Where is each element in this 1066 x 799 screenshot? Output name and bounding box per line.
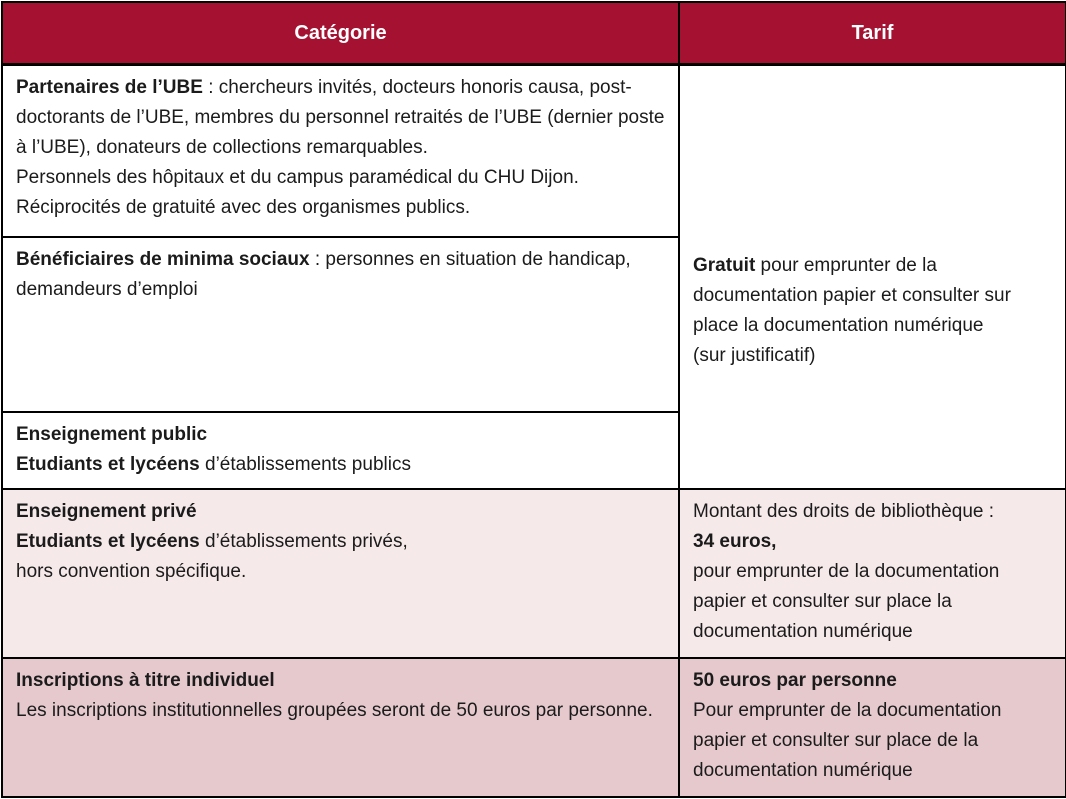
header-cell-tarif: Tarif <box>679 2 1066 64</box>
table-header-row <box>2 2 1066 64</box>
cell-tarif-gratuit: Gratuit pour emprunter de la documentation papier et consulter sur place la documentation numérique (sur justificatif) <box>679 64 1066 489</box>
row-enseignement-prive <box>2 489 1066 659</box>
cell-tarif-50-euros: 50 euros par personne Pour emprunter de la documentation papier et consulter sur place de la documentation numérique <box>679 658 1066 797</box>
cell-inscriptions-individuelles-category: Inscriptions à titre individuel Les inscriptions institutionnelles groupées seront de 50 euros par personne. <box>2 658 679 797</box>
cell-beneficiaires-category: Bénéficiaires de minima sociaux : personnes en situation de handicap, demandeurs d’emploi <box>2 237 679 413</box>
row-inscriptions-individuelles <box>2 658 1066 797</box>
cell-enseignement-public-category: Enseignement public Etudiants et lycéens d’établissements publics <box>2 412 679 488</box>
cell-tarif-34-euros: Montant des droits de bibliothèque : 34 euros, pour emprunter de la documentation papier et consulter sur place la documentation numérique <box>679 489 1066 659</box>
row-partenaires <box>2 64 1066 237</box>
cell-partenaires-category: Partenaires de l’UBE : chercheurs invités, docteurs honoris causa, post-doctorants de l’UBE, membres du personnel retraités de l’UBE (dernier poste à l’UBE), donateurs de collections remarquables. Personnels des hôpitaux et du campus paramédical du CHU Dijon. Réciprocités de gratuité avec des organismes publics. <box>2 64 679 237</box>
cell-enseignement-prive-category: Enseignement privé Etudiants et lycéens d’établissements privés, hors convention spécifique. <box>2 489 679 659</box>
tarifs-bibliotheque-table <box>1 1 1066 798</box>
header-cell-categorie: Catégorie <box>2 2 679 64</box>
